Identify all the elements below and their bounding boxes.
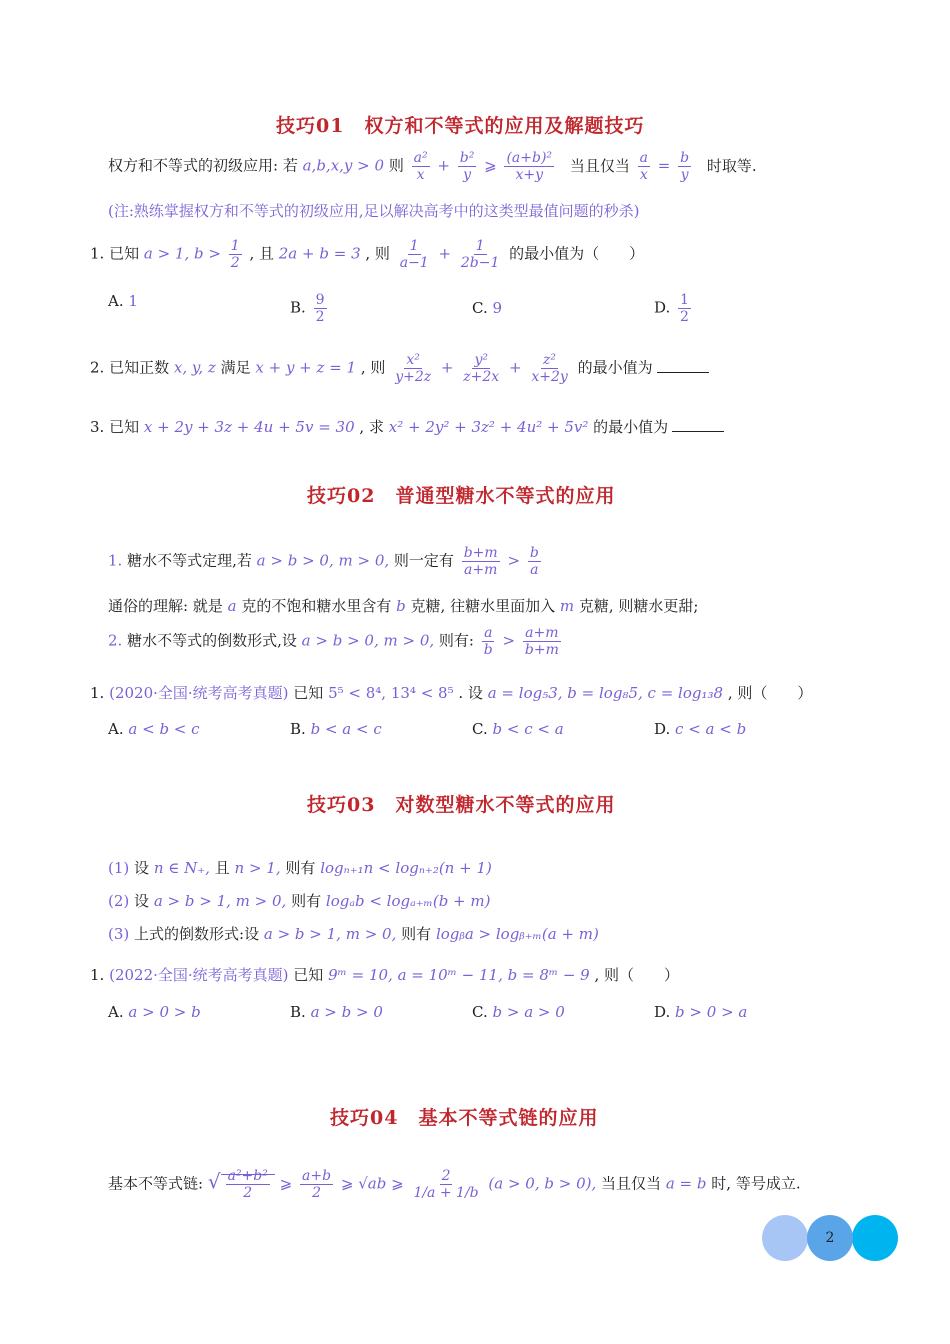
s1-q1-option-c[interactable]: C. 9 — [472, 299, 503, 317]
s1-question-3: 3. 已知 x + 2y + 3z + 4u + 5v = 30 , 求 x² + 2y² + 3z² + 4u² + 5v² 的最小值为 — [90, 416, 724, 437]
s2-q1-option-d[interactable]: D. c < a < b — [654, 720, 747, 738]
s1-q1-option-d[interactable]: D. $\frac{1}{2}$ — [654, 292, 689, 326]
s1-q1-option-a[interactable]: A. 1 — [108, 292, 138, 310]
s3-line-3: (3) 上式的倒数形式:设 a > b > 1, m > 0, 则有 logᵦa > logᵦ₊ₘ(a + m) — [108, 925, 599, 943]
math: a,b,x,y > 0 — [302, 156, 385, 175]
math: ⩾ — [484, 156, 497, 175]
s1-question-2: 2. 已知正数 x, y, z 满足 x + y + z = 1 , 则 $\frac{\text{x²}}{y+2z}$ + $\frac{\text{y²}}{z+2x}$ + $\frac{\text{z²}}{x+2y}$ 的最小值为 — [90, 352, 709, 385]
page-badge-left — [762, 1215, 808, 1261]
text: 权方和不等式的初级应用: 若 — [108, 156, 298, 175]
fraction: $\frac{\text{b²}}{y}$ — [459, 150, 475, 184]
s1-question-1: 1. 已知 a > 1, b > $\frac{1}{2}$ , 且 2a + b = 3 , 则 $\frac{1}{a-1}$ + $\frac{1}{2b-1}$ 的最小值为（ ） — [90, 238, 645, 272]
section-title-2: 技巧02 普通型糖水不等式的应用 — [307, 485, 616, 507]
s2-theorem: 1. 糖水不等式定理,若 a > b > 0, m > 0, 则一定有 $\frac{b+m}{a+m}$ > $\frac{b}{a}$ — [108, 545, 539, 579]
s3-q1-option-d[interactable]: D. b > 0 > a — [654, 1003, 748, 1021]
s3-q1-option-a[interactable]: A. a > 0 > b — [108, 1003, 201, 1021]
text: 时取等. — [706, 156, 757, 175]
section-title-1: 技巧01 权方和不等式的应用及解题技巧 — [276, 115, 645, 137]
s3-line-2: (2) 设 a > b > 1, m > 0, 则有 logₐb < logₐ₊ₘ(b + m) — [108, 892, 491, 910]
fraction: $\frac{\text{a²}}{x}$ — [413, 150, 428, 184]
s3-q1-option-b[interactable]: B. a > b > 0 — [290, 1003, 383, 1021]
page-badge-right — [852, 1215, 898, 1261]
s2-q1-option-b[interactable]: B. b < a < c — [290, 720, 382, 738]
section-title-3: 技巧03 对数型糖水不等式的应用 — [307, 794, 616, 816]
section-title-4: 技巧04 基本不等式链的应用 — [330, 1107, 599, 1129]
math: = — [657, 156, 671, 175]
fraction: $\frac{b}{y}$ — [680, 150, 690, 184]
page-number: 2 — [825, 1230, 835, 1246]
s3-line-1: (1) 设 n ∈ N₊, 且 n > 1, 则有 logₙ₊₁n < logₙ₊₂(n + 1) — [108, 859, 492, 877]
s2-question-1: 1. (2020·全国·统考高考真题) 已知 5⁵ < 8⁴, 13⁴ < 8⁵ . 设 a = log₅3, b = log₈5, c = log₁₃8 , 则（ ） — [90, 684, 813, 702]
s3-question-1: 1. (2022·全国·统考高考真题) 已知 9ᵐ = 10, a = 10ᵐ − 11, b = 8ᵐ − 9 , 则（ ） — [90, 966, 680, 984]
s2-q1-option-a[interactable]: A. a < b < c — [108, 720, 200, 738]
answer-blank[interactable] — [657, 358, 709, 373]
s2-q1-option-c[interactable]: C. b < c < a — [472, 720, 564, 738]
s2-explanation: 通俗的理解: 就是 a 克的不饱和糖水里含有 b 克糖, 往糖水里面加入 m 克糖, 则糖水更甜; — [108, 597, 699, 615]
s3-q1-option-c[interactable]: C. b > a > 0 — [472, 1003, 565, 1021]
fraction: $\frac{\text{(a+b)²}}{x+y}$ — [506, 150, 553, 184]
answer-blank[interactable] — [672, 417, 724, 432]
text: 当且仅当 — [569, 156, 630, 175]
s1-intro — [108, 150, 757, 183]
s1-q1-option-b[interactable]: B. $\frac{9}{2}$ — [290, 292, 325, 326]
fraction: $\frac{a}{x}$ — [639, 150, 648, 184]
math: + — [437, 156, 450, 175]
s4-inequality-chain: 基本不等式链: √ $\frac{\text{a²+b²}}{2}$ ⩾ $\frac{a+b}{2}$ ⩾ √ab ⩾ $\frac{2}{1/a + 1/b}$ (a > 0, b > 0), 当且仅当 a = b 时, 等号成立. — [108, 1168, 801, 1202]
s1-note: (注:熟练掌握权方和不等式的初级应用,足以解决高考中的这类型最值问题的秒杀) — [108, 202, 640, 220]
text: 则 — [388, 156, 404, 175]
s2-reciprocal: 2. 糖水不等式的倒数形式,设 a > b > 0, m > 0, 则有: $\frac{a}{b}$ > $\frac{a+m}{b+m}$ — [108, 625, 559, 659]
